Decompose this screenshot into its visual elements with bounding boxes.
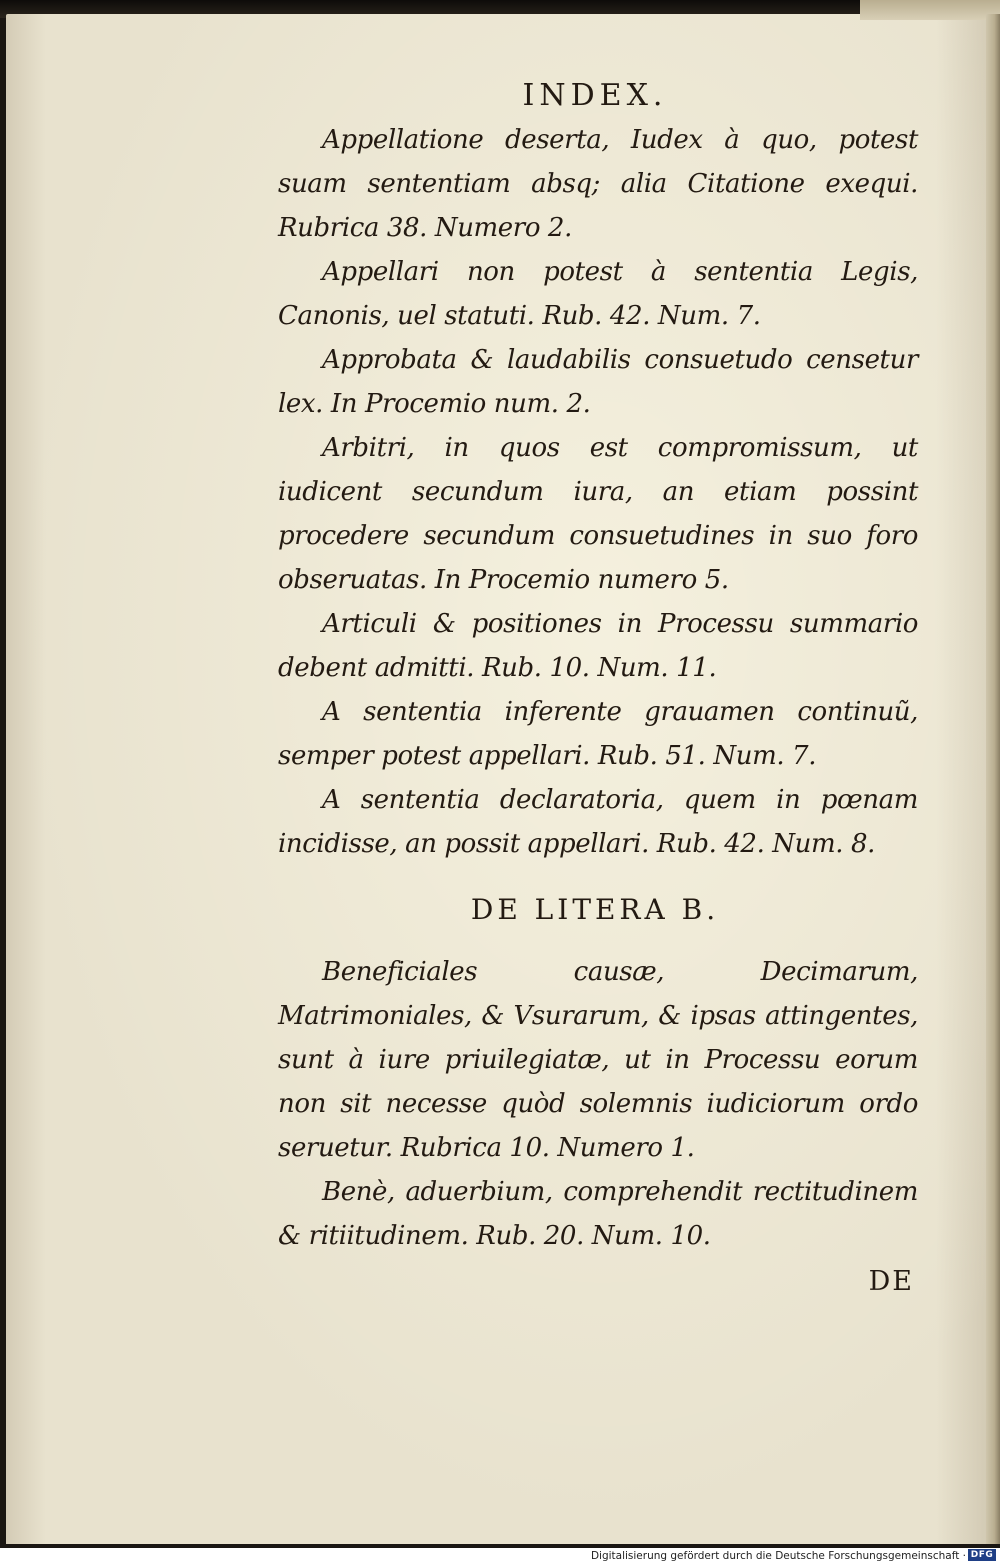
index-entry: A sententia declaratoria, quem in pœnam incidisse, an possit appellari. Rub. 42. Num. 8.: [278, 785, 918, 859]
section-title: DE LITERA B.: [470, 893, 720, 926]
page-edge-top: [860, 0, 1000, 20]
index-entry: Approbata & laudabilis consuetudo censetur lex. In Procemio num. 2.: [278, 345, 918, 419]
index-entry: Appellatione deserta, Iudex à quo, potest suam sententiam absq; alia Citatione exequi. Rubrica 38. Numero 2.: [278, 125, 918, 243]
index-entry: Beneficiales causæ, Decimarum, Matrimoniales, & Vsurarum, & ipsas attingentes, sunt à iure priuilegiatæ, ut in Processu eorum non sit necesse quòd solemnis iudiciorum ordo seruetur. Rubrica 10. Numero 1.: [278, 957, 918, 1163]
catchword: DE: [868, 1266, 914, 1297]
page-header: INDEX.: [522, 78, 668, 113]
index-text-block: [278, 74, 918, 1304]
index-entry: Appellari non potest à sententia Legis, Canonis, uel statuti. Rub. 42. Num. 7.: [278, 257, 918, 331]
page-edge-right: [986, 14, 1000, 1544]
dfg-logo: DFG: [968, 1549, 996, 1561]
index-entry: Arbitri, in quos est compromissum, ut iudicent secundum iura, an etiam possint procedere secundum consuetudines in suo foro obseruatas. In Procemio numero 5.: [278, 433, 918, 595]
funding-credit: Digitalisierung gefördert durch die Deutsche Forschungsgemeinschaft ·: [590, 1550, 966, 1562]
index-entry: A sententia inferente grauamen continuũ, semper potest appellari. Rub. 51. Num. 7.: [278, 697, 918, 771]
digitization-footer: [0, 1544, 1000, 1564]
index-entry: Benè, aduerbium, comprehendit rectitudinem & ritiitudinem. Rub. 20. Num. 10.: [278, 1177, 918, 1251]
index-entry: Articuli & positiones in Processu summario debent admitti. Rub. 10. Num. 11.: [278, 609, 918, 683]
